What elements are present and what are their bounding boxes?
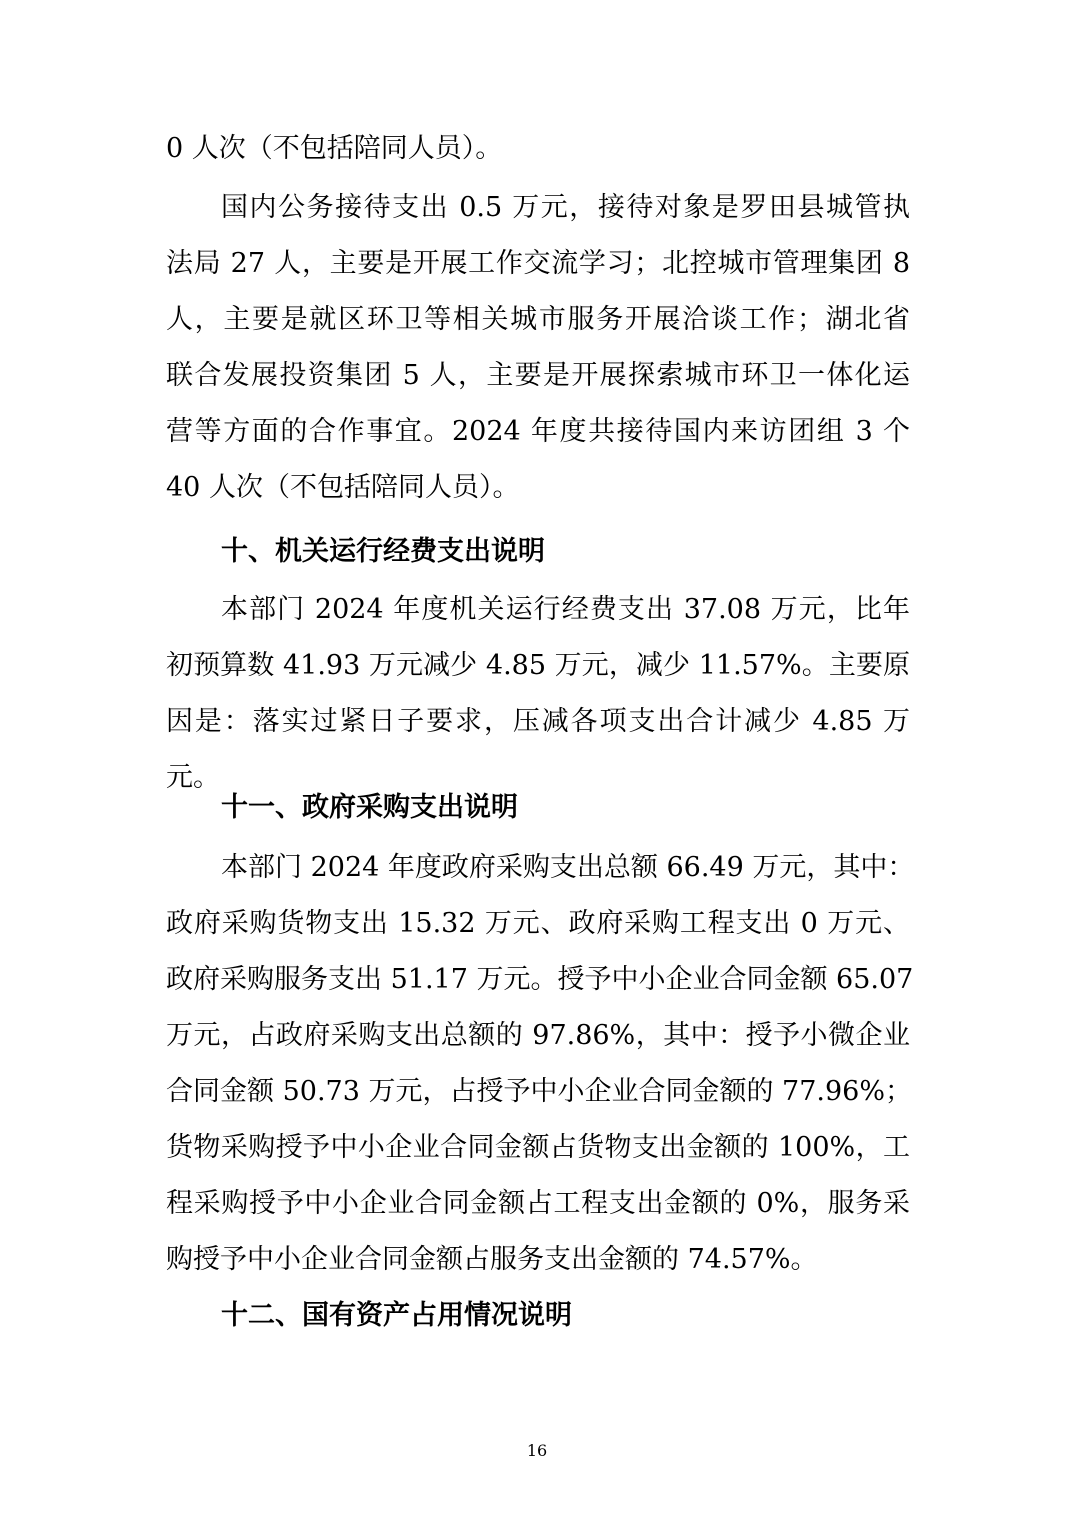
section-10-heading: 十、机关运行经费支出说明 — [221, 536, 545, 567]
section-11-line-3: 政府采购服务支出 51.17 万元。授予中小企业合同金额 65.07 — [166, 964, 914, 995]
section-11-heading: 十一、政府采购支出说明 — [221, 792, 518, 823]
reception-line-1: 0 人次（不包括陪同人员）。 — [166, 133, 503, 164]
section-11-line-4: 万元，占政府采购支出总额的 97.86%，其中：授予小微企业 — [166, 1020, 910, 1051]
reception-line-3: 法局 27 人，主要是开展工作交流学习；北控城市管理集团 8 — [166, 248, 910, 279]
section-10-line-1: 本部门 2024 年度机关运行经费支出 37.08 万元，比年 — [221, 594, 910, 625]
reception-line-2: 国内公务接待支出 0.5 万元，接待对象是罗田县城管执 — [221, 192, 910, 223]
section-11-line-5: 合同金额 50.73 万元，占授予中小企业合同金额的 77.96%； — [166, 1076, 912, 1107]
section-12-heading: 十二、国有资产占用情况说明 — [221, 1300, 572, 1331]
section-10-line-4: 元。 — [166, 762, 220, 793]
section-10-line-2: 初预算数 41.93 万元减少 4.85 万元，减少 11.57%。主要原 — [166, 650, 910, 681]
section-11-line-7: 程采购授予中小企业合同金额占工程支出金额的 0%，服务采 — [166, 1188, 910, 1219]
section-10-line-3: 因是：落实过紧日子要求，压减各项支出合计减少 4.85 万 — [166, 706, 910, 737]
section-11-line-2: 政府采购货物支出 15.32 万元、政府采购工程支出 0 万元、 — [166, 908, 910, 939]
section-11-line-8: 购授予中小企业合同金额占服务支出金额的 74.57%。 — [166, 1244, 818, 1275]
page-number: 16 — [526, 1441, 548, 1460]
reception-line-5: 联合发展投资集团 5 人，主要是开展探索城市环卫一体化运 — [166, 360, 910, 391]
reception-line-4: 人，主要是就区环卫等相关城市服务开展洽谈工作；湖北省 — [166, 304, 910, 335]
section-11-line-6: 货物采购授予中小企业合同金额占货物支出金额的 100%，工 — [166, 1132, 910, 1163]
section-11-line-1: 本部门 2024 年度政府采购支出总额 66.49 万元，其中： — [221, 852, 915, 883]
reception-line-7: 40 人次（不包括陪同人员）。 — [166, 472, 520, 503]
reception-line-6: 营等方面的合作事宜。2024 年度共接待国内来访团组 3 个 — [166, 416, 910, 447]
